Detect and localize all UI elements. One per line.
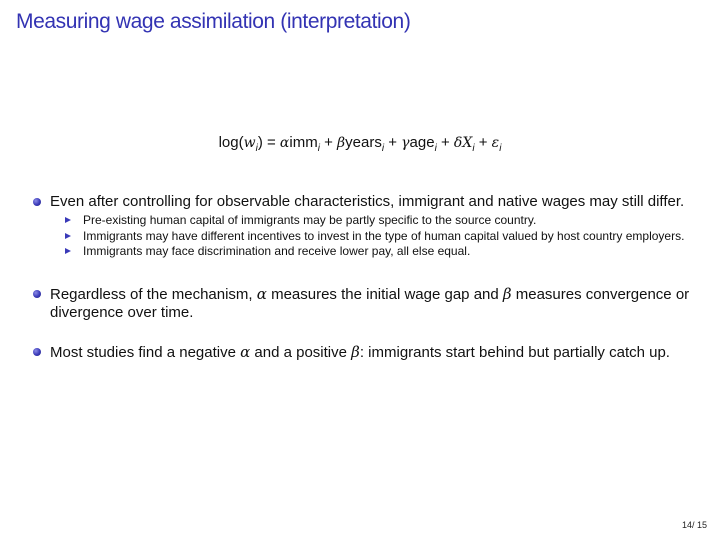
page-number: 14/ 15 <box>681 520 707 530</box>
triangle-bullet-icon <box>65 233 71 239</box>
bullet-item <box>33 285 695 322</box>
bullet-marker-icon <box>33 290 41 298</box>
bullet-text: Regardless of the mechanism, α measures the initial wage gap and β measures convergence or divergence over time. <box>50 284 690 321</box>
bullet-item <box>33 343 695 362</box>
sub-bullet-list <box>64 213 695 260</box>
sub-bullet-item <box>64 229 695 245</box>
sub-bullet-item <box>64 244 695 260</box>
sub-bullet-item <box>64 213 695 229</box>
bullet-item <box>33 193 695 260</box>
bullet-text: Most studies find a negative α and a positive β: immigrants start behind but partially catch up. <box>50 342 670 361</box>
sub-bullet-text: Pre-existing human capital of immigrants may be partly specific to the source country. <box>83 213 537 227</box>
regression-equation: $\log(w_i) = \alpha imm_i$ + βyears$_i$ + $\gamma age_i + \delta X_i + \varepsilon_i$ <box>218 134 502 154</box>
bullet-list <box>33 193 695 362</box>
triangle-bullet-icon <box>65 248 71 254</box>
sub-bullet-text: Immigrants may have different incentives to invest in the type of human capital valued by host country employers. <box>83 228 685 243</box>
triangle-bullet-icon <box>65 217 71 223</box>
bullet-marker-icon <box>33 348 41 356</box>
sub-bullet-text: Immigrants may face discrimination and receive lower pay, all else equal. <box>83 244 471 258</box>
slide-title: Measuring wage assimilation (interpretation) <box>16 10 411 33</box>
bullet-text: Even after controlling for observable characteristics, immigrant and native wages may still differ. <box>50 193 685 210</box>
bullet-marker-icon <box>33 198 41 206</box>
